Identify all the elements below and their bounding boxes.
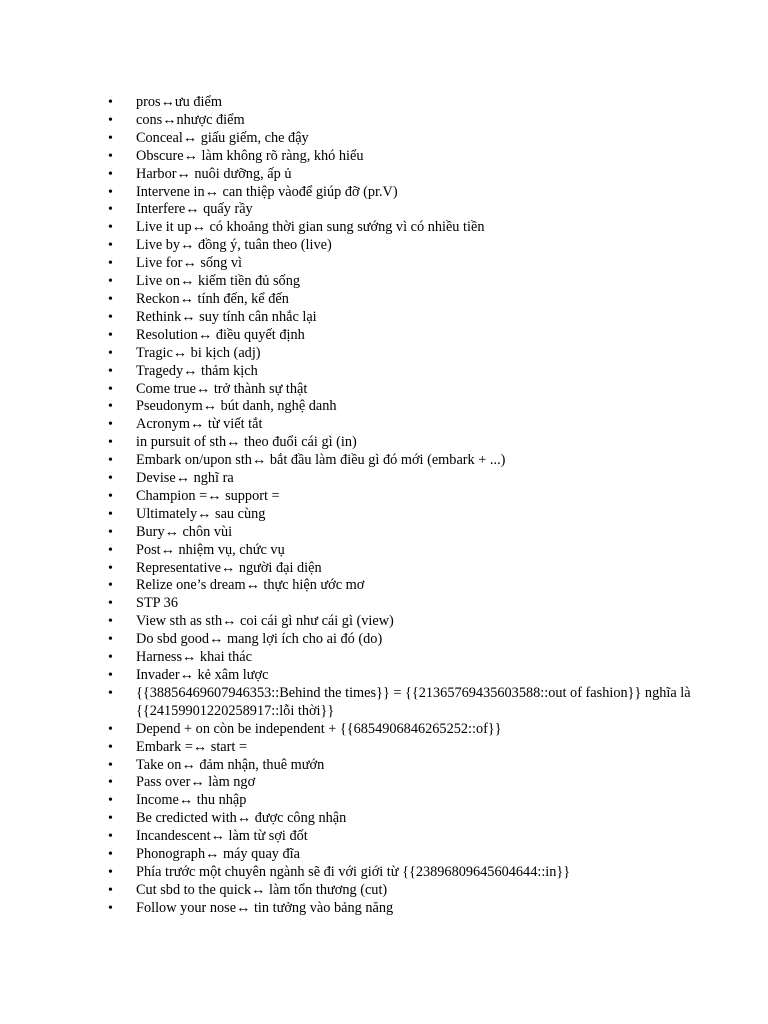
list-item: • Phonograph↔ máy quay đĩa: [108, 846, 708, 864]
list-item: • {{38856469607946353::Behind the times}} = {{21365769435603588::out of fashion}} nghĩa là {{24159901220258917::lỗi thời}}: [108, 685, 708, 721]
list-item: • Acronym↔ từ viết tắt: [108, 416, 708, 434]
list-item: • Phía trước một chuyên ngành sẽ đi với giới từ {{23896809645604644::in}}: [108, 864, 708, 882]
list-item: • Harness↔ khai thác: [108, 649, 708, 667]
list-item: • Do sbd good↔ mang lợi ích cho ai đó (do): [108, 631, 708, 649]
list-item: • pros↔ưu điểm: [108, 94, 708, 112]
list-item: • Obscure↔ làm không rõ ràng, khó hiểu: [108, 148, 708, 166]
list-item: • Conceal↔ giấu giếm, che đậy: [108, 130, 708, 148]
list-item: • Live on↔ kiếm tiền đủ sống: [108, 273, 708, 291]
list-item: • Live by↔ đồng ý, tuân theo (live): [108, 237, 708, 255]
list-item: • Harbor↔ nuôi dưỡng, ấp ủ: [108, 166, 708, 184]
list-item: • in pursuit of sth↔ theo đuổi cái gì (in): [108, 434, 708, 452]
list-item: • Reckon↔ tính đến, kể đến: [108, 291, 708, 309]
list-item: • Resolution↔ điều quyết định: [108, 327, 708, 345]
list-item: • Post↔ nhiệm vụ, chức vụ: [108, 542, 708, 560]
list-item: • Interfere↔ quấy rầy: [108, 201, 708, 219]
list-item: • Embark on/upon sth↔ bắt đầu làm điều gì đó mới (embark + ...): [108, 452, 708, 470]
list-item: • Follow your nose↔ tin tưởng vào bảng năng: [108, 900, 708, 918]
list-item: • Incandescent↔ làm từ sợi đốt: [108, 828, 708, 846]
list-item: • Bury↔ chôn vùi: [108, 524, 708, 542]
list-item: • Take on↔ đảm nhận, thuê mướn: [108, 757, 708, 775]
list-item: • cons↔nhược điểm: [108, 112, 708, 130]
list-item: • Representative↔ người đại diện: [108, 560, 708, 578]
vocabulary-list: [108, 94, 708, 918]
list-item: • Invader↔ kẻ xâm lược: [108, 667, 708, 685]
list-item: • Intervene in↔ can thiệp vàođể giúp đỡ (pr.V): [108, 184, 708, 202]
list-item: • Depend + on còn be independent + {{6854906846265252::of}}: [108, 721, 708, 739]
list-item: • Relize one’s dream↔ thực hiện ước mơ: [108, 577, 708, 595]
list-item: • Pseudonym↔ bút danh, nghệ danh: [108, 398, 708, 416]
list-item: • Ultimately↔ sau cùng: [108, 506, 708, 524]
list-item: • Live for↔ sống vì: [108, 255, 708, 273]
list-item: • Live it up↔ có khoảng thời gian sung sướng vì có nhiều tiền: [108, 219, 708, 237]
list-item: • Be credicted with↔ được công nhận: [108, 810, 708, 828]
list-item: • Champion =↔ support =: [108, 488, 708, 506]
list-item: • Embark =↔ start =: [108, 739, 708, 757]
list-item: • Rethink↔ suy tính cân nhắc lại: [108, 309, 708, 327]
list-item: • Devise↔ nghĩ ra: [108, 470, 708, 488]
list-item: • STP 36: [108, 595, 708, 613]
list-item: • Income↔ thu nhập: [108, 792, 708, 810]
list-item: • Cut sbd to the quick↔ làm tổn thương (cut): [108, 882, 708, 900]
list-item: • Pass over↔ làm ngơ: [108, 774, 708, 792]
list-item: • Come true↔ trở thành sự thật: [108, 381, 708, 399]
list-item: • Tragedy↔ thảm kịch: [108, 363, 708, 381]
list-item: • View sth as sth↔ coi cái gì như cái gì (view): [108, 613, 708, 631]
list-item: • Tragic↔ bi kịch (adj): [108, 345, 708, 363]
